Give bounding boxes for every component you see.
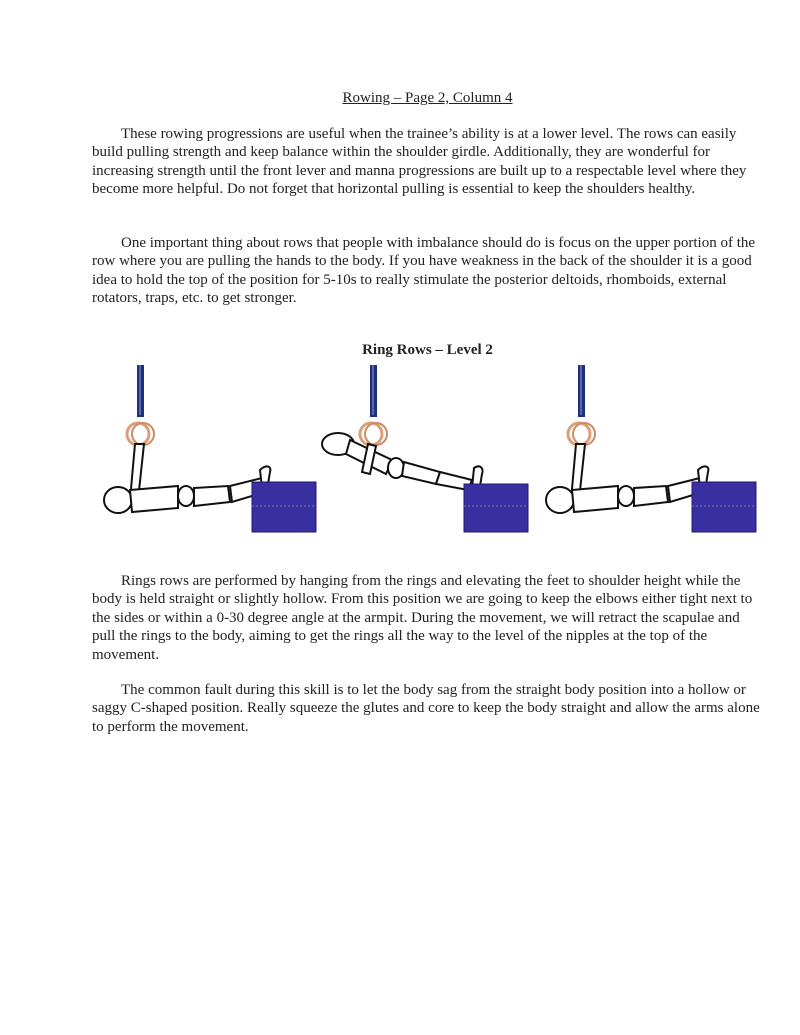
- thigh: [634, 486, 668, 506]
- ring-rows-svg: [100, 360, 770, 540]
- page-title: Rowing – Page 2, Column 4: [342, 90, 513, 106]
- ring-rows-illustration: [100, 360, 770, 540]
- frame-top-position: [322, 365, 528, 532]
- plyo-box: [252, 482, 316, 532]
- head: [546, 487, 574, 513]
- thigh: [402, 462, 440, 484]
- figure-title: Ring Rows – Level 2: [362, 342, 493, 358]
- plyo-box: [464, 484, 528, 532]
- paragraph-technique: Rings rows are performed by hanging from the rings and elevating the feet to shoulder height while the body is held straight or slightly hollow. From this position we are going to keep the elbows either tight next to the sides or within a 0-30 degree angle at the armpit. During the movement, we will retract the scapulae and pull the rings to the body, aiming to get the rings all the way to the level of the nipples at the top of the movement.: [92, 573, 753, 663]
- ring: [360, 423, 382, 445]
- paragraph-intro: These rowing progressions are useful when the trainee’s ability is at a lower level. The rows can easily build pulling strength and keep balance within the shoulder girdle. Additionally, they are wonderful for increasing strength until the front lever and manna progressions are built up to a respectable level where they become more helpful. Do not forget that horizontal pulling is essential to keep the shoulders healthy.: [92, 126, 747, 198]
- head: [104, 487, 132, 513]
- paragraph-common-fault: The common fault during this skill is to let the body sag from the straight body position into a hollow or saggy C-shaped position. Really squeeze the glutes and core to keep the body straight and allow the arms alone to perform the movement.: [92, 682, 760, 735]
- ring: [127, 423, 149, 445]
- torso: [572, 486, 618, 512]
- frame-bottom-position-1: [104, 365, 316, 532]
- ring: [568, 423, 590, 445]
- plyo-box: [692, 482, 756, 532]
- thigh: [194, 486, 230, 506]
- frame-bottom-position-2: [546, 365, 756, 532]
- torso: [130, 486, 178, 512]
- paragraph-imbalance: One important thing about rows that people with imbalance should do is focus on the upper portion of the row where you are pulling the hands to the body. If you have weakness in the back of the shoulder it is a good idea to hold the top of the position for 5-10s to really stimulate the posterior deltoids, rhomboids, external rotators, traps, etc. to get stronger.: [92, 235, 756, 307]
